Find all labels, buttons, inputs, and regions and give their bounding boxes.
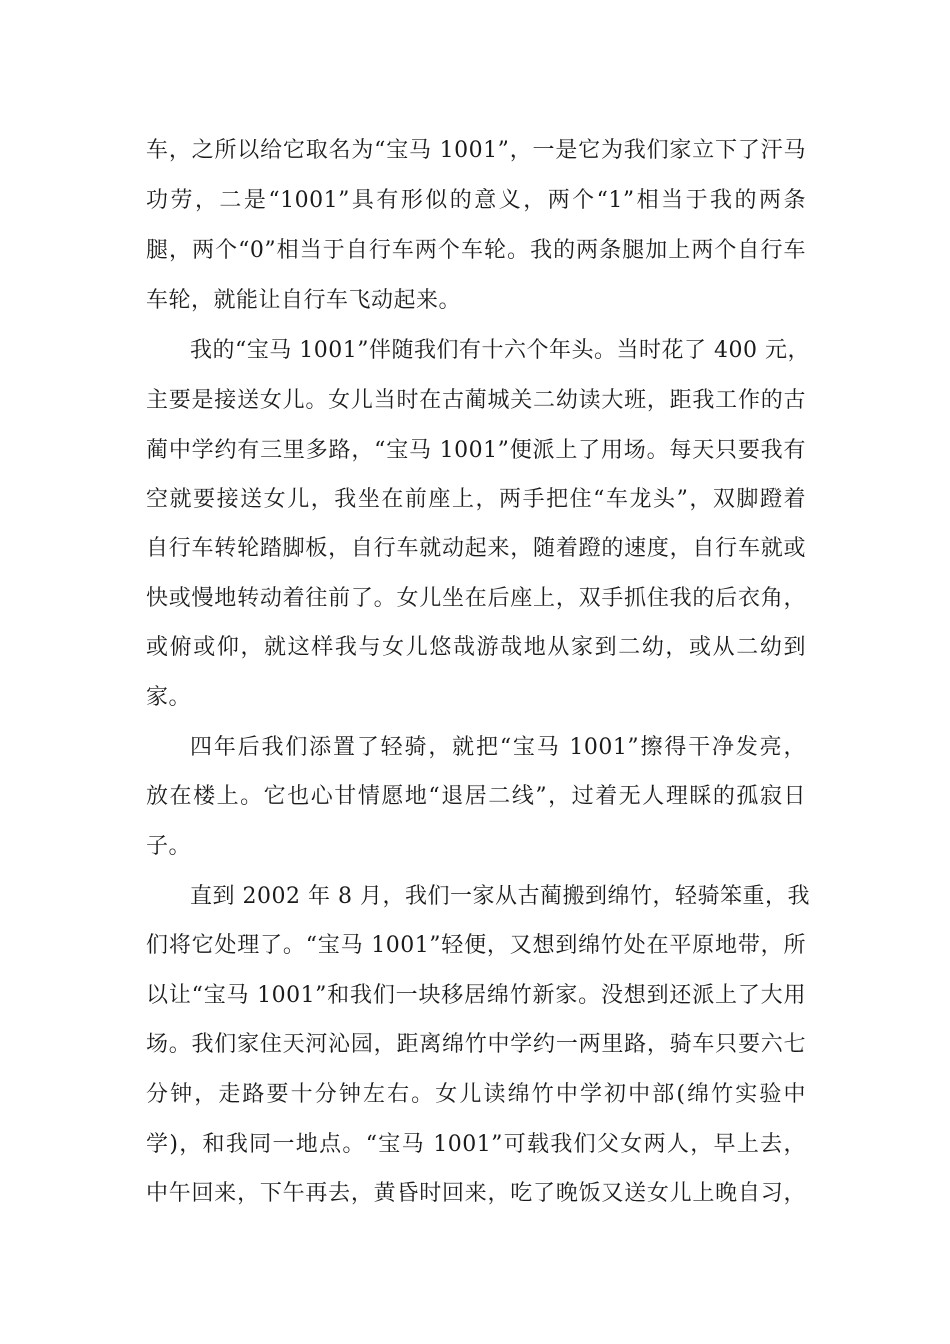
text-line: 家。 — [146, 685, 192, 710]
text-line: 分钟，走路要十分钟左右。女儿读绵竹中学初中部(绵竹实验中 — [146, 1082, 806, 1107]
text-line: 蔺中学约有三里多路，“宝马 1001”便派上了用场。每天只要我有 — [146, 438, 806, 463]
text-line: 中午回来，下午再去，黄昏时回来，吃了晚饭又送女儿上晚自习， — [146, 1181, 806, 1206]
text-line: 腿，两个“0”相当于自行车两个车轮。我的两条腿加上两个自行车 — [146, 238, 806, 263]
text-line: 车，之所以给它取名为“宝马 1001”，一是它为我们家立下了汗马 — [146, 138, 806, 163]
text-line: 或俯或仰，就这样我与女儿悠哉游哉地从家到二幼，或从二幼到 — [146, 635, 806, 660]
text-line: 空就要接送女儿，我坐在前座上，两手把住“车龙头”，双脚蹬着 — [146, 487, 806, 512]
text-line: 车轮，就能让自行车飞动起来。 — [146, 288, 462, 313]
text-line: 子。 — [146, 834, 192, 859]
text-line: 以让“宝马 1001”和我们一块移居绵竹新家。没想到还派上了大用 — [146, 983, 806, 1008]
text-line: 场。我们家住天河沁园，距离绵竹中学约一两里路，骑车只要六七 — [146, 1032, 806, 1057]
text-line: 功劳，二是“1001”具有形似的意义，两个“1”相当于我的两条 — [146, 188, 806, 213]
text-line: 放在楼上。它也心甘情愿地“退居二线”，过着无人理睬的孤寂日 — [146, 784, 806, 809]
text-line: 快或慢地转动着往前了。女儿坐在后座上，双手抓住我的后衣角， — [146, 586, 806, 611]
text-line: 直到 2002 年 8 月，我们一家从古蔺搬到绵竹，轻骑笨重，我 — [190, 884, 810, 909]
text-line: 们将它处理了。“宝马 1001”轻便，又想到绵竹处在平原地带，所 — [146, 933, 806, 958]
text-line: 我的“宝马 1001”伴随我们有十六个年头。当时花了 400 元， — [190, 338, 810, 363]
text-line: 四年后我们添置了轻骑，就把“宝马 1001”擦得干净发亮， — [190, 735, 806, 760]
text-line: 自行车转轮踏脚板，自行车就动起来，随着蹬的速度，自行车就或 — [146, 536, 806, 561]
text-line: 学)，和我同一地点。“宝马 1001”可载我们父女两人，早上去， — [146, 1132, 806, 1157]
text-line: 主要是接送女儿。女儿当时在古蔺城关二幼读大班，距我工作的古 — [146, 388, 806, 413]
